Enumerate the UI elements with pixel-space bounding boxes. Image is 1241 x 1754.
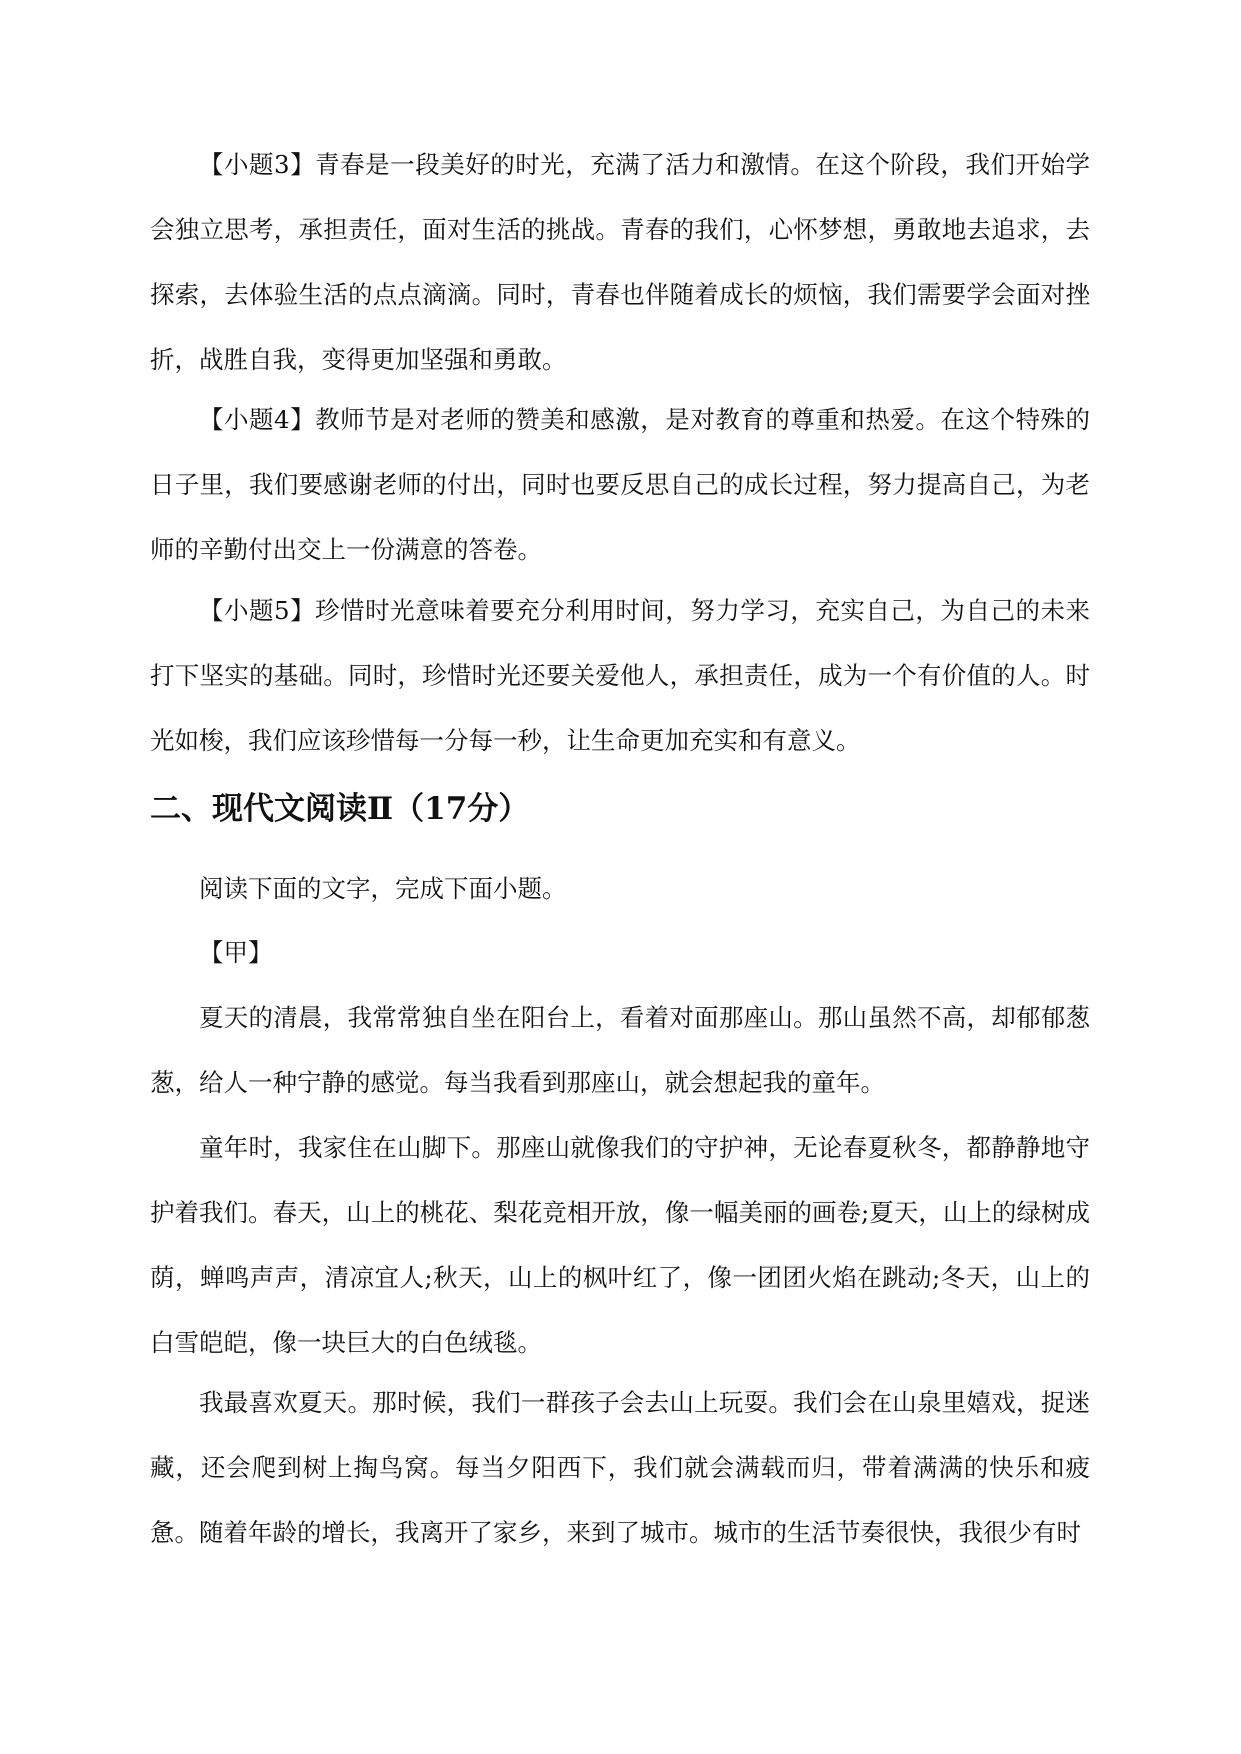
section-heading: 二、现代文阅读Ⅱ（17分） bbox=[150, 791, 530, 827]
body-paragraph-3: 我最喜欢夏天。那时候，我们一群孩子会去山上玩耍。我们会在山泉里嬉戏，捉迷藏，还会爬到树上掏鸟窝。每当夕阳西下，我们就会满载而归，带着满满的快乐和疲惫。 bbox=[150, 1388, 1090, 1547]
answer-paragraph-4: 【小题4】教师节是对老师的赞美和感激，是对教育的尊重和热爱。在这个特殊的日子里，我们要感谢老师的付出，同时也要反思自己的成长过程，努力提高自己，为老师的辛勤付出交上一份满意的答卷。 bbox=[150, 405, 1090, 564]
body-paragraph-1: 夏天的清晨，我常常独自坐在阳台上，看着对面那座山。那山虽然不高，却郁郁葱葱，给人一种宁静的感觉。每当我看到那座山，就会想起我的童年。 bbox=[150, 1003, 1090, 1097]
answer-paragraph-3: 【小题3】青春是一段美好的时光，充满了活力和激情。在这个阶段，我们开始学会独立思考，承担责任，面对生活的挑战。青春的我们，心怀梦想，勇敢地去追求，去探索，去体验生活的点点滴滴。同时，青春也伴随着成长的烦恼，我们需要学会面对挫折，战胜自我，变得更加坚强和勇敢。 bbox=[150, 150, 1090, 374]
reading-instruction: 阅读下面的文字，完成下面小题。 bbox=[199, 874, 567, 903]
body-paragraph-2: 童年时，我家住在山脚下。那座山就像我们的守护神，无论春夏秋冬，都静静地守护着我们。春天，山上的桃花、梨花竞相开放，像一幅美丽的画卷;夏天，山上的绿树成荫，蝉鸣声声，清凉宜人;秋天，山上的枫叶红了，像一团团火焰在跳动;冬天，山上的白雪皑皑，像一块巨大的白色绒毯。 bbox=[150, 1133, 1090, 1357]
answer-paragraph-5: 【小题5】珍惜时光意味着要充分利用时间，努力学习，充实自己，为自己的未来打下坚实的基础。同时，珍惜时光还要关爱他人，承担责任，成为一个有价值的人。时光如梭，我们应该珍惜每一分每一秒，让生命更加充实和有意义。 bbox=[150, 596, 1090, 755]
part-label: 【甲】 bbox=[199, 938, 273, 967]
body-paragraph-4: 随着年龄的增长，我离开了家乡，来到了城市。城市的生活节奏很快，我很少有时 bbox=[199, 1518, 1081, 1547]
document-page bbox=[150, 0, 1090, 1754]
